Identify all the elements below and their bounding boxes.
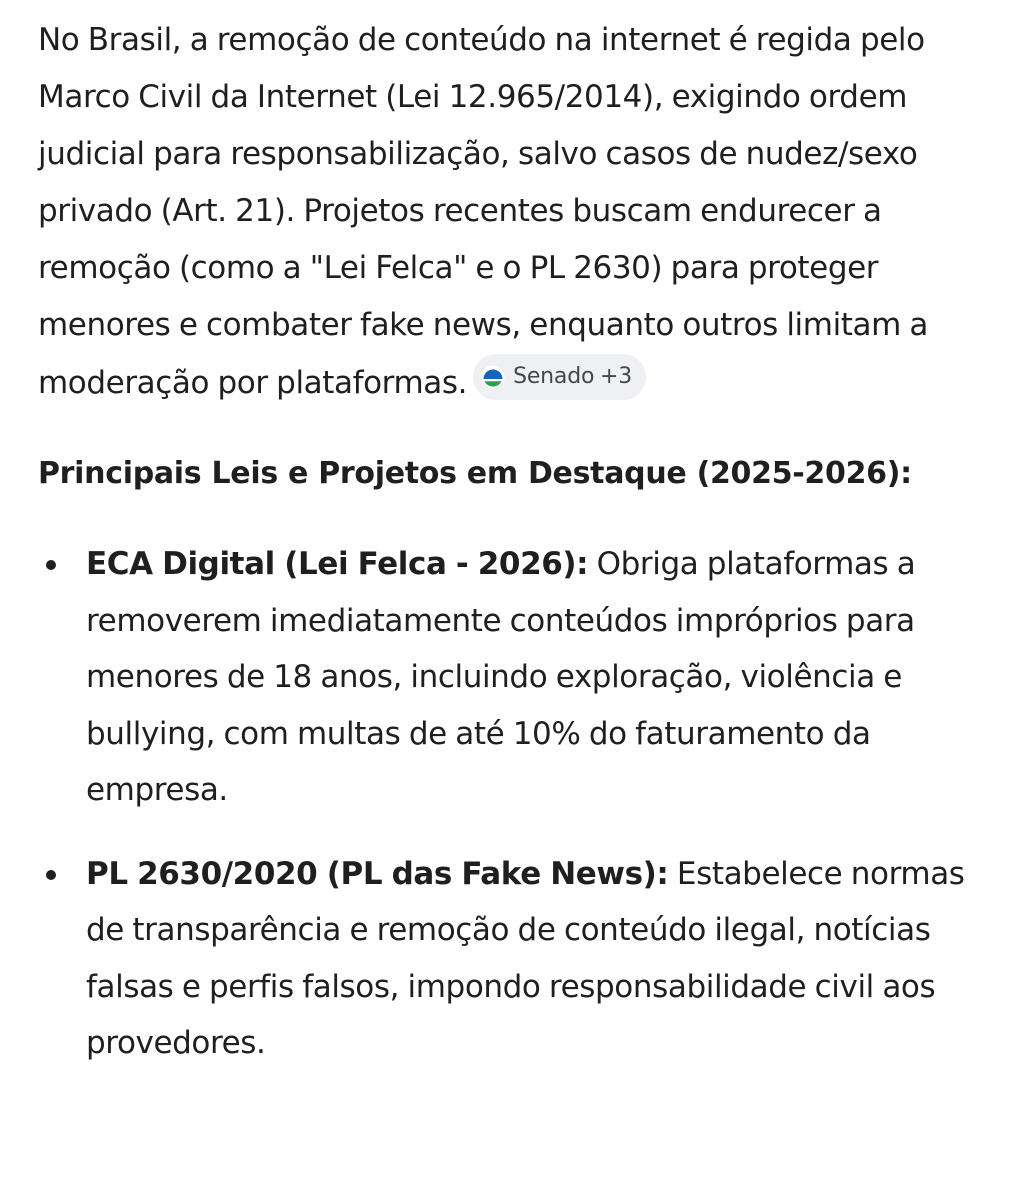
intro-paragraph — [38, 12, 976, 412]
bullet-icon — [46, 870, 56, 880]
list-item-eca-digital — [38, 536, 976, 819]
senado-logo-icon — [481, 365, 505, 389]
list-item-title: ECA Digital (Lei Felca - 2026): — [86, 546, 589, 582]
section-heading: Principais Leis e Projetos em Destaque (2025-2026): — [38, 456, 912, 491]
laws-list — [38, 536, 976, 1072]
list-item-text: Estabelece normas de transparência e remoção de conteúdo ilegal, notícias falsas e perfis falsos, impondo responsabilidade civil aos provedores. — [86, 855, 965, 1061]
intro-text: No Brasil, a remoção de conteúdo na internet é regida pelo Marco Civil da Internet (Lei 12.965/2014), exigindo ordem judicial para responsabilização, salvo casos de nudez/sexo privado (Art. 21). Projetos recentes buscam endurecer a remoção (como a "Lei Felca" e o PL 2630) para proteger menores e combater fake news, enquanto outros limitam a moderação por plataformas. — [38, 22, 928, 401]
source-chip[interactable] — [473, 354, 646, 400]
list-item-pl-2630 — [38, 846, 976, 1072]
list-item-text: Obriga plataformas a removerem imediatamente conteúdos impróprios para menores de 18 anos, incluindo exploração, violência e bullying, com multas de até 10% do faturamento da empresa. — [86, 546, 916, 808]
list-item-title: PL 2630/2020 (PL das Fake News): — [86, 855, 669, 892]
bullet-icon — [46, 560, 56, 570]
source-chip-label: Senado +3 — [513, 364, 633, 389]
